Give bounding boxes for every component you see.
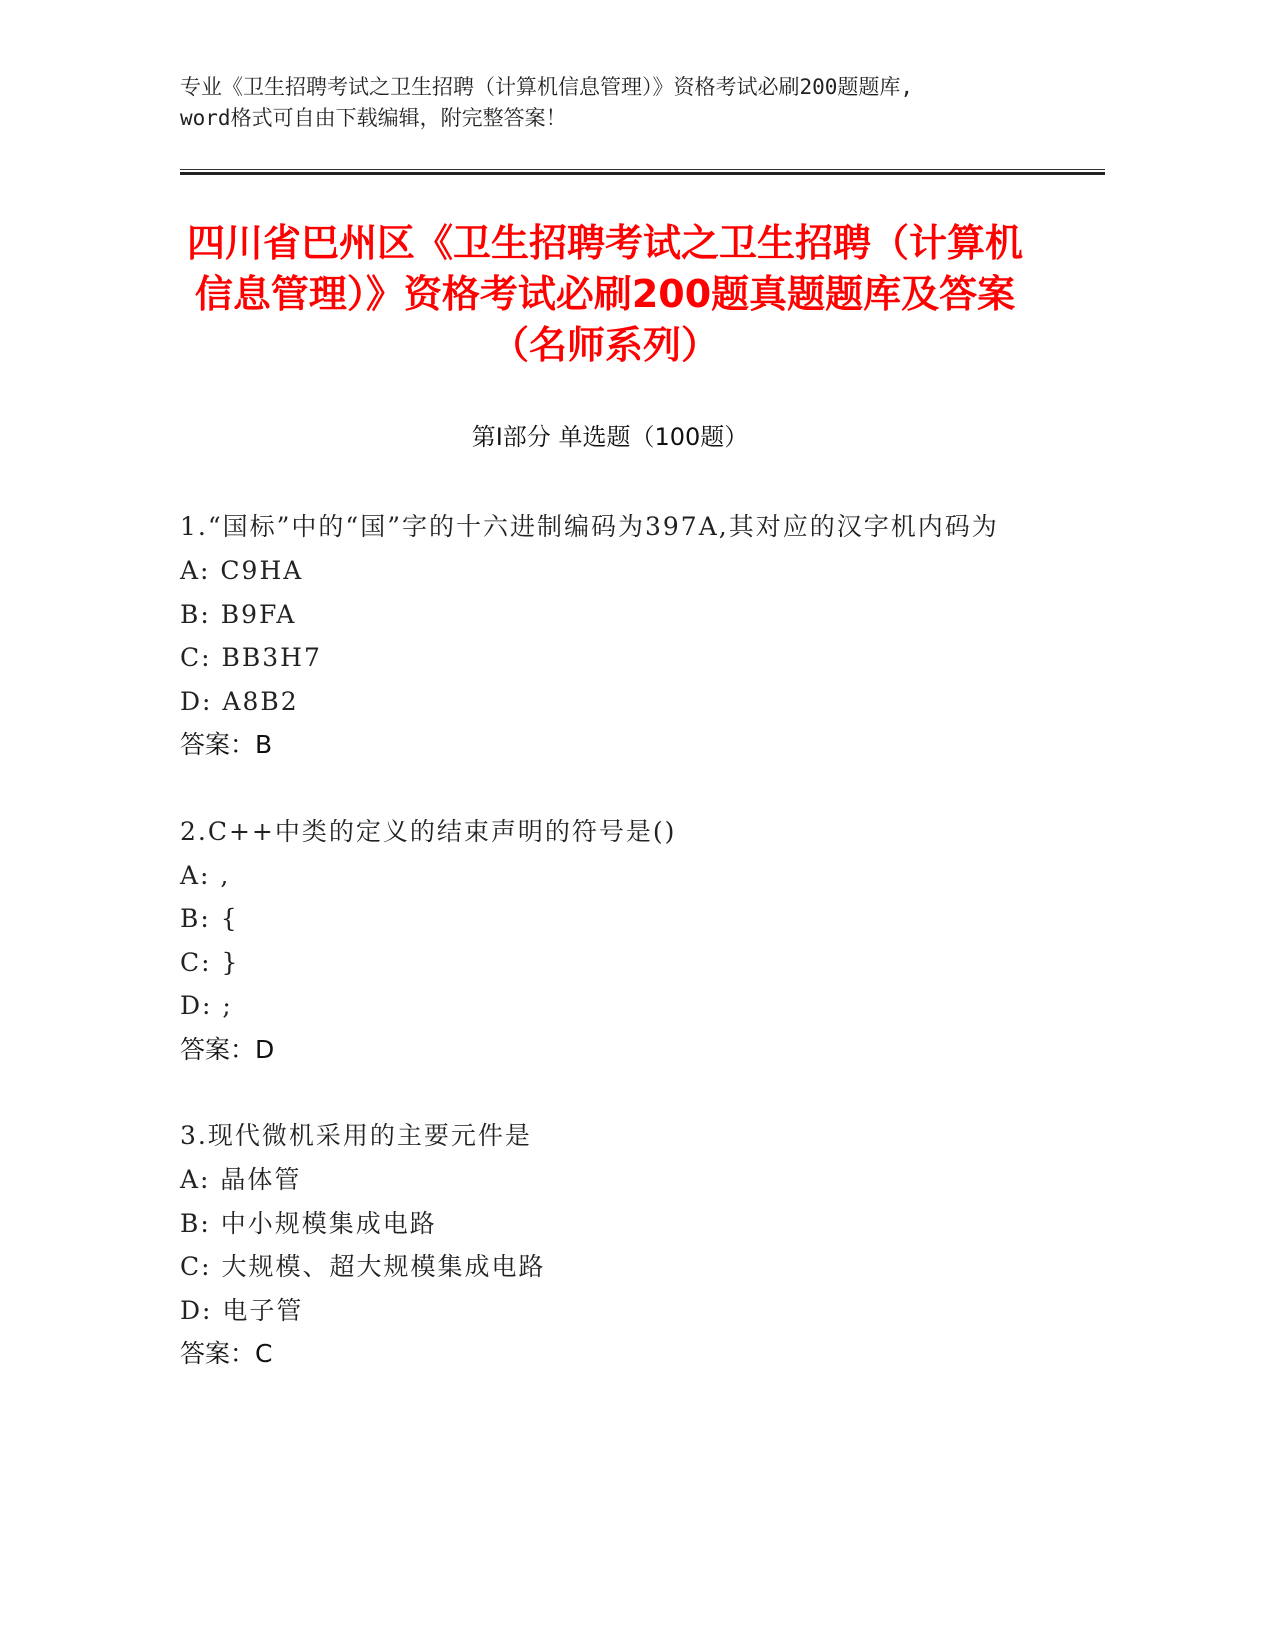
document-title: 四川省巴州区《卫生招聘考试之卫生招聘（计算机信息管理）》资格考试必刷200题真题题库及答案（名师系列） <box>186 221 1023 367</box>
option-d: D: A8B2 <box>180 686 299 716</box>
question-stem: 2.C++中类的定义的结束声明的符号是() <box>180 816 677 846</box>
option-c: C: 大规模、超大规模集成电路 <box>180 1252 546 1281</box>
option-a: A: 晶体管 <box>180 1165 302 1194</box>
answer-label: 答案：D <box>180 1034 275 1064</box>
answer-label: 答案：B <box>180 730 273 759</box>
option-d: D: 电子管 <box>180 1295 304 1325</box>
option-b: B: 中小规模集成电路 <box>180 1208 437 1238</box>
answer-label: 答案：C <box>180 1339 273 1368</box>
header-line-1: 专业《卫生招聘考试之卫生招聘（计算机信息管理）》资格考试必刷200题题库, <box>180 75 914 99</box>
option-a: A: C9HA <box>180 556 304 585</box>
header-note <box>180 72 1100 134</box>
option-a: A: , <box>180 860 231 890</box>
header-line-2: word格式可自由下载编辑，附完整答案！ <box>180 106 567 130</box>
option-b: B: { <box>180 904 239 933</box>
question-1 <box>180 505 1030 767</box>
question-2 <box>180 810 1030 1072</box>
header-divider-thin <box>180 169 1105 170</box>
option-c: C: } <box>180 947 240 977</box>
section-title: 第I部分 单选题（100题） <box>471 423 749 451</box>
header-divider-thick <box>180 172 1105 175</box>
question-3 <box>180 1114 1030 1376</box>
option-c: C: BB3H7 <box>180 643 322 672</box>
question-stem: 3.现代微机采用的主要元件是 <box>180 1121 532 1150</box>
option-d: D: ; <box>180 991 233 1020</box>
question-list <box>180 505 1030 1419</box>
option-b: B: B9FA <box>180 599 297 629</box>
question-stem: 1.“国标”中的“国”字的十六进制编码为397A,其对应的汉字机内码为 <box>180 512 999 541</box>
